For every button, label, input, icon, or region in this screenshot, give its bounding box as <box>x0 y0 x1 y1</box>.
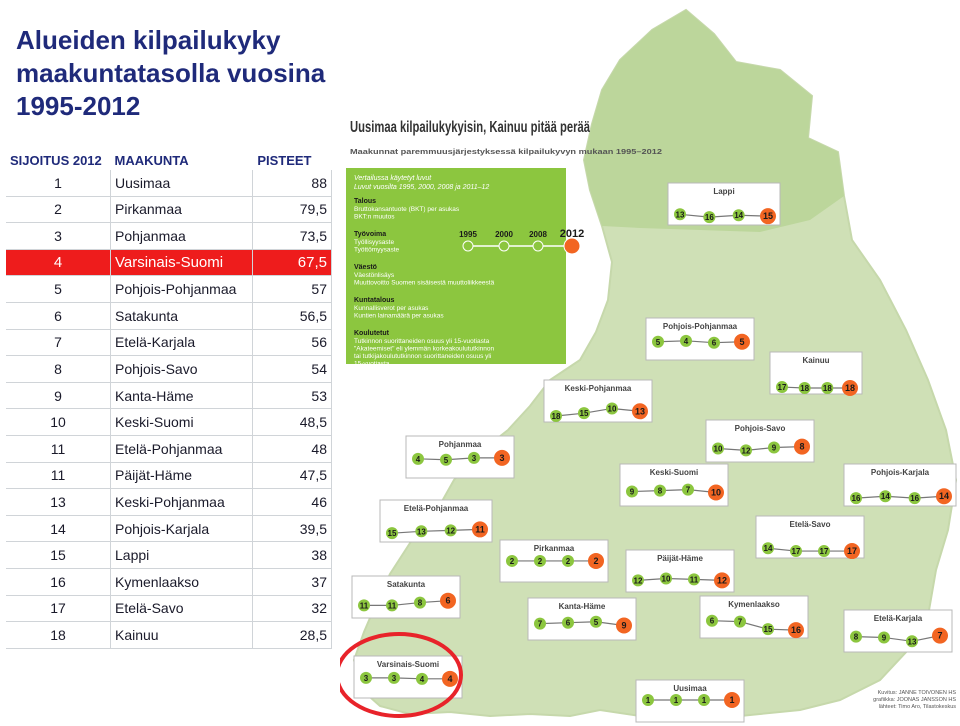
rank-value: 10 <box>713 444 723 454</box>
region-name: Kanta-Häme <box>558 602 606 611</box>
table-row <box>6 622 332 649</box>
region-cell: Päijät-Häme <box>111 462 253 489</box>
points-cell: 38 <box>253 542 332 569</box>
region-name: Pohjois-Pohjanmaa <box>662 322 738 331</box>
column-header-region: MAAKUNTA <box>114 152 189 168</box>
rank-cell: 17 <box>6 595 111 622</box>
rank-value: 4 <box>683 336 689 346</box>
region-cell: Pohjois-Karjala <box>111 515 253 542</box>
legend-group-line: Työllisyysaste <box>354 239 395 246</box>
legend-year-label: 2008 <box>529 230 547 239</box>
region-cell: Etelä-Savo <box>111 595 253 622</box>
rank-value: 15 <box>763 625 773 635</box>
points-cell: 56 <box>253 329 332 356</box>
rank-cell: 11 <box>6 462 111 489</box>
rank-value: 18 <box>800 384 810 393</box>
region-cell: Etelä-Karjala <box>111 329 253 356</box>
rank-cell: 13 <box>6 489 111 516</box>
map-credits <box>873 690 956 710</box>
rank-cell: 14 <box>6 515 111 542</box>
rank-cell: 11 <box>6 435 111 462</box>
legend-year-dot <box>499 241 509 251</box>
legend-group-line: BKT:n muutos <box>354 213 395 221</box>
rank-value: 7 <box>937 630 943 641</box>
region-callout-etela-karjala <box>844 610 952 652</box>
finland-map <box>340 0 960 726</box>
rank-value: 5 <box>593 617 599 627</box>
region-callout-keski-suomi <box>620 464 728 506</box>
rank-value: 7 <box>537 619 543 629</box>
region-cell: Etelä-Pohjanmaa <box>111 435 253 462</box>
points-cell: 54 <box>253 356 332 383</box>
legend-group-line: 15-vuotiasta <box>354 360 390 368</box>
region-callout-kymenlaakso <box>700 596 808 638</box>
region-cell: Pirkanmaa <box>111 196 253 223</box>
rank-value: 6 <box>709 616 715 626</box>
rank-cell: 15 <box>6 542 111 569</box>
points-cell: 53 <box>253 382 332 409</box>
rank-cell: 3 <box>6 223 111 250</box>
table-row <box>6 170 332 196</box>
rank-value: 8 <box>657 486 663 496</box>
table-row <box>6 382 332 409</box>
rank-value: 6 <box>565 618 571 628</box>
region-callout-pohjois-savo <box>706 420 814 462</box>
rank-value: 14 <box>763 544 773 554</box>
rank-value: 13 <box>416 527 426 537</box>
rank-value: 11 <box>475 524 485 535</box>
table-row <box>6 302 332 329</box>
map-subheadline: Maakunnat paremmuusjärjestyksessä kilpailukyvyn mukaan 1995–2012 <box>350 149 663 156</box>
rank-value: 6 <box>711 338 717 348</box>
rank-value: 2 <box>565 556 571 566</box>
rank-cell: 6 <box>6 302 111 329</box>
rank-value: 3 <box>391 673 397 683</box>
rank-value: 4 <box>419 674 425 684</box>
rank-value: 11 <box>689 575 699 585</box>
legend-group-title: Työvoima <box>354 231 387 238</box>
points-cell: 56,5 <box>253 302 332 329</box>
region-cell: Pohjois-Pohjanmaa <box>111 276 253 303</box>
legend-year-dot <box>564 238 580 254</box>
legend-group-title: Väestö <box>354 264 377 271</box>
rank-cell: 18 <box>6 622 111 649</box>
legend-year-label: 2012 <box>559 228 585 240</box>
rank-value: 18 <box>551 412 561 421</box>
region-callout-etela-savo <box>756 516 864 559</box>
rank-value: 17 <box>819 547 829 557</box>
rank-value: 1 <box>673 696 679 705</box>
rank-value: 12 <box>446 526 456 536</box>
region-cell: Lappi <box>111 542 253 569</box>
region-cell: Keski-Suomi <box>111 409 253 436</box>
rank-cell: 10 <box>6 409 111 436</box>
points-cell: 39,5 <box>253 515 332 542</box>
rank-value: 1 <box>701 696 707 705</box>
region-cell: Satakunta <box>111 302 253 329</box>
legend-group-line: Työttömyysaste <box>354 246 400 254</box>
rank-value: 16 <box>790 625 802 636</box>
region-name: Päijät-Häme <box>657 554 703 563</box>
points-cell: 47,5 <box>253 462 332 489</box>
map-headline: Uusimaa kilpailukykyisin, Kainuu pitää perää <box>350 119 591 136</box>
region-name: Uusimaa <box>673 684 707 693</box>
rank-value: 14 <box>734 211 744 221</box>
region-name: Etelä-Savo <box>789 520 831 529</box>
rank-value: 13 <box>675 210 685 220</box>
rank-value: 14 <box>938 491 950 502</box>
region-callout-paijat-hame <box>626 550 734 592</box>
rank-value: 13 <box>907 637 917 647</box>
rank-cell: 1 <box>6 170 111 196</box>
points-cell: 67,5 <box>253 249 332 276</box>
table-row <box>6 462 332 489</box>
rank-value: 15 <box>387 529 397 539</box>
rank-value: 12 <box>633 576 643 586</box>
legend-group-line: Kuntien lainamäärä per asukas <box>354 312 444 320</box>
region-cell: Pohjois-Savo <box>111 356 253 383</box>
rank-value: 18 <box>822 384 832 393</box>
column-header-points: PISTEET <box>257 152 312 168</box>
region-cell: Keski-Pohjanmaa <box>111 489 253 516</box>
table-row <box>6 249 332 276</box>
rank-value: 13 <box>634 406 646 417</box>
legend-group-title: Talous <box>354 198 377 205</box>
rank-value: 8 <box>417 598 423 608</box>
rank-value: 10 <box>607 404 617 414</box>
region-callout-kanta-hame <box>528 598 636 640</box>
legend-group-title: Kuntatalous <box>354 297 395 304</box>
legend-year-dot <box>533 241 543 251</box>
legend-group-line: Muuttovoitto Suomen sisäisestä muuttoliikkeestä <box>354 279 495 287</box>
legend-group-line: Bruttokansantuote (BKT) per asukas <box>354 206 460 213</box>
rank-value: 16 <box>851 494 861 504</box>
region-name: Varsinais-Suomi <box>376 660 440 669</box>
points-cell: 79,5 <box>253 196 332 223</box>
rank-value: 14 <box>880 492 890 502</box>
table-row <box>6 356 332 383</box>
region-callout-kainuu <box>770 352 862 396</box>
rank-value: 15 <box>579 409 589 419</box>
table-row <box>6 595 332 622</box>
table-row <box>6 568 332 595</box>
region-cell: Varsinais-Suomi <box>111 249 253 276</box>
rank-value: 15 <box>762 211 774 222</box>
rank-value: 16 <box>910 494 920 504</box>
region-name: Pohjois-Karjala <box>870 468 930 477</box>
rank-value: 10 <box>710 487 722 498</box>
rank-value: 12 <box>741 446 751 456</box>
region-callout-varsinais-suomi <box>354 656 462 698</box>
region-cell: Kanta-Häme <box>111 382 253 409</box>
table-row <box>6 542 332 569</box>
rank-cell: 8 <box>6 356 111 383</box>
rank-value: 9 <box>629 487 635 497</box>
map-credit-line: grafiikka: JOONAS JANSSON HS <box>873 697 956 703</box>
region-name: Satakunta <box>386 580 426 589</box>
rank-value: 17 <box>777 383 787 393</box>
region-name: Lappi <box>713 187 735 196</box>
rank-value: 5 <box>739 336 745 347</box>
points-cell: 48 <box>253 435 332 462</box>
region-name: Etelä-Karjala <box>873 614 923 623</box>
column-header-rank: SIJOITUS 2012 <box>10 152 102 168</box>
region-callout-keski-pohjanmaa <box>544 380 652 422</box>
rank-value: 17 <box>846 546 858 557</box>
rank-cell: 4 <box>6 249 111 276</box>
rank-value: 7 <box>685 485 691 495</box>
table-row <box>6 409 332 436</box>
region-cell: Uusimaa <box>111 170 253 196</box>
region-cell: Kymenlaakso <box>111 568 253 595</box>
region-name: Pohjanmaa <box>438 440 482 449</box>
ranking-table-body <box>6 170 332 648</box>
rank-cell: 5 <box>6 276 111 303</box>
points-cell: 88 <box>253 170 332 196</box>
rank-value: 2 <box>509 556 515 566</box>
rank-value: 8 <box>799 441 805 452</box>
legend-intro: Vertailussa käytetyt luvut <box>354 175 432 182</box>
rank-value: 4 <box>415 454 421 464</box>
rank-value: 2 <box>537 556 543 566</box>
page-title: Alueiden kilpailukyky maakuntatasolla vuosina 1995-2012 <box>16 25 326 121</box>
legend-year-label: 2000 <box>495 230 513 239</box>
rank-value: 12 <box>716 575 728 586</box>
region-callout-etela-pohjanmaa <box>380 500 492 542</box>
table-row <box>6 435 332 462</box>
rank-value: 9 <box>621 620 627 631</box>
rank-value: 2 <box>593 555 599 566</box>
map-credit-line: lähteet: Timo Aro, Tilastokeskus <box>878 704 956 710</box>
region-callout-uusimaa <box>636 680 744 722</box>
table-row <box>6 489 332 516</box>
ranking-table <box>6 150 332 649</box>
legend-year-dot <box>463 241 473 251</box>
table-row <box>6 196 332 223</box>
rank-value: 17 <box>791 547 801 557</box>
rank-value: 11 <box>359 601 369 611</box>
rank-value: 1 <box>729 695 735 705</box>
region-name: Keski-Suomi <box>649 468 699 477</box>
points-cell: 28,5 <box>253 622 332 649</box>
points-cell: 57 <box>253 276 332 303</box>
legend-group-line: Tutkinnon suorittaneiden osuus yli 15-vuotiasta <box>354 338 490 345</box>
region-cell: Pohjanmaa <box>111 223 253 250</box>
rank-value: 9 <box>881 633 887 643</box>
rank-value: 8 <box>853 632 859 642</box>
region-name: Kymenlaakso <box>728 600 780 609</box>
points-cell: 48,5 <box>253 409 332 436</box>
table-header-row <box>6 150 332 170</box>
region-callout-pohjois-pohjanmaa <box>646 318 754 360</box>
map-credit-line: Kuvitus: JANNE TOIVONEN HS <box>877 690 956 696</box>
region-callout-pirkanmaa <box>500 540 608 582</box>
region-name: Etelä-Pohjanmaa <box>403 504 469 513</box>
region-name: Kainuu <box>802 356 830 365</box>
rank-value: 16 <box>704 213 714 223</box>
rank-value: 1 <box>645 696 651 705</box>
points-cell: 46 <box>253 489 332 516</box>
region-callout-satakunta <box>352 576 460 618</box>
region-callout-pohjois-karjala <box>844 464 956 506</box>
table-row <box>6 329 332 356</box>
map-legend <box>346 168 584 368</box>
region-name: Pirkanmaa <box>533 544 575 553</box>
rank-value: 18 <box>844 383 856 393</box>
points-cell: 32 <box>253 595 332 622</box>
legend-year-label: 1995 <box>459 230 477 239</box>
legend-group-line: tai tutkijakoulututkinnon suorittaneiden osuus yli <box>354 353 492 360</box>
table-row <box>6 515 332 542</box>
legend-group-line: Kunnallisverot per asukas <box>354 305 429 312</box>
rank-value: 5 <box>655 337 661 347</box>
rank-value: 6 <box>445 595 451 606</box>
region-name: Pohjois-Savo <box>734 424 786 433</box>
table-row <box>6 276 332 303</box>
rank-value: 4 <box>447 673 453 684</box>
rank-value: 3 <box>363 673 369 683</box>
rank-value: 3 <box>499 452 505 463</box>
rank-cell: 9 <box>6 382 111 409</box>
rank-value: 7 <box>737 617 743 627</box>
region-name: Keski-Pohjanmaa <box>564 384 632 393</box>
region-cell: Kainuu <box>111 622 253 649</box>
table-row <box>6 223 332 250</box>
legend-group-title: Koulutetut <box>354 330 389 337</box>
legend-group-line: Väestönlisäys <box>354 272 395 279</box>
region-callout-pohjanmaa <box>406 436 514 478</box>
rank-value: 11 <box>387 601 397 611</box>
region-callout-lappi <box>668 183 780 225</box>
rank-value: 3 <box>471 453 477 463</box>
rank-cell: 2 <box>6 196 111 223</box>
rank-cell: 7 <box>6 329 111 356</box>
legend-group-line: "Akateemiset" eli ylemmän korkeakoulututkinnon <box>354 345 495 353</box>
rank-cell: 16 <box>6 568 111 595</box>
rank-value: 10 <box>661 574 671 584</box>
rank-value: 9 <box>771 443 777 453</box>
points-cell: 37 <box>253 568 332 595</box>
points-cell: 73,5 <box>253 223 332 250</box>
rank-value: 5 <box>443 455 449 465</box>
legend-intro: Luvut vuosilta 1995, 2000, 2008 ja 2011–12 <box>354 184 490 191</box>
